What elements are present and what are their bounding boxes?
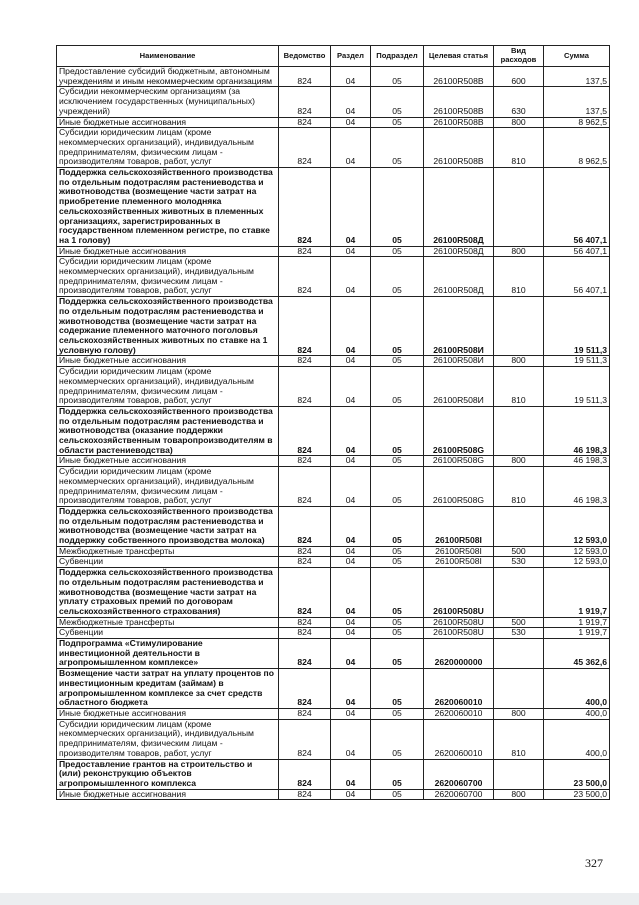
cell-razdel: 04 <box>331 719 371 759</box>
cell-celevaya-statya: 26100R508B <box>424 67 494 87</box>
cell-summa: 46 198,3 <box>544 406 610 456</box>
table-row <box>57 297 610 356</box>
table-row <box>57 67 610 87</box>
cell-name: Поддержка сельскохозяйственного производства по отдельным подотраслям растениеводства и животноводства (возмещение части затрат на содержание племенного маточного поголовья сельскохозяйственных животных по ставке на 1 условную голову) <box>57 297 279 356</box>
cell-summa: 137,5 <box>544 67 610 87</box>
header-vedomstvo: Ведомство <box>279 46 331 67</box>
cell-celevaya-statya: 26100R508I <box>424 557 494 568</box>
cell-podrazdel: 05 <box>371 568 424 618</box>
cell-vedomstvo: 824 <box>279 406 331 456</box>
table-row <box>57 356 610 367</box>
cell-podrazdel: 05 <box>371 367 424 407</box>
cell-vid-rashodov: 800 <box>494 789 544 800</box>
cell-vedomstvo: 824 <box>279 168 331 247</box>
header-razdel: Раздел <box>331 46 371 67</box>
cell-vedomstvo: 824 <box>279 789 331 800</box>
header-summa: Сумма <box>544 46 610 67</box>
cell-vid-rashodov: 810 <box>494 367 544 407</box>
cell-celevaya-statya: 2620060010 <box>424 709 494 720</box>
cell-summa: 1 919,7 <box>544 628 610 639</box>
table-row <box>57 669 610 709</box>
cell-summa: 12 593,0 <box>544 557 610 568</box>
cell-name: Предоставление субсидий бюджетным, автономным учреждениям и иным некоммерческим организациям <box>57 67 279 87</box>
cell-vedomstvo: 824 <box>279 546 331 557</box>
cell-vid-rashodov <box>494 168 544 247</box>
cell-vid-rashodov: 500 <box>494 546 544 557</box>
cell-vedomstvo: 824 <box>279 759 331 789</box>
cell-name: Поддержка сельскохозяйственного производства по отдельным подотраслям растениеводства и животноводства (возмещение части затрат на приобретение племенного молодняка сельскохозяйственных животных в племенных организациях, зарегистрированных в государственном племенном регистре, по ставке на 1 голову) <box>57 168 279 247</box>
cell-vedomstvo: 824 <box>279 128 331 168</box>
cell-razdel: 04 <box>331 128 371 168</box>
cell-name: Иные бюджетные ассигнования <box>57 709 279 720</box>
cell-razdel: 04 <box>331 759 371 789</box>
cell-razdel: 04 <box>331 87 371 117</box>
cell-vedomstvo: 824 <box>279 628 331 639</box>
cell-celevaya-statya: 2620060700 <box>424 759 494 789</box>
cell-razdel: 04 <box>331 789 371 800</box>
cell-celevaya-statya: 26100R508И <box>424 367 494 407</box>
cell-summa: 1 919,7 <box>544 617 610 628</box>
cell-razdel: 04 <box>331 639 371 669</box>
table-row <box>57 87 610 117</box>
cell-razdel: 04 <box>331 617 371 628</box>
table-row <box>57 617 610 628</box>
cell-summa: 400,0 <box>544 719 610 759</box>
scan-bottom-band <box>0 893 639 905</box>
cell-razdel: 04 <box>331 297 371 356</box>
cell-summa: 56 407,1 <box>544 257 610 297</box>
cell-vid-rashodov: 600 <box>494 67 544 87</box>
cell-razdel: 04 <box>331 506 371 546</box>
cell-celevaya-statya: 26100R508U <box>424 617 494 628</box>
cell-name: Поддержка сельскохозяйственного производства по отдельным подотраслям растениеводства и животноводства (оказание поддержки сельскохозяйственным товаропроизводителям в области растениеводства) <box>57 406 279 456</box>
cell-podrazdel: 05 <box>371 467 424 507</box>
cell-razdel: 04 <box>331 117 371 128</box>
cell-vedomstvo: 824 <box>279 367 331 407</box>
cell-podrazdel: 05 <box>371 557 424 568</box>
cell-summa: 8 962,5 <box>544 117 610 128</box>
cell-summa: 46 198,3 <box>544 467 610 507</box>
cell-summa: 56 407,1 <box>544 246 610 257</box>
table-row <box>57 506 610 546</box>
cell-celevaya-statya: 26100R508G <box>424 406 494 456</box>
cell-name: Иные бюджетные ассигнования <box>57 356 279 367</box>
cell-summa: 19 511,3 <box>544 367 610 407</box>
cell-name: Субсидии юридическим лицам (кроме некоммерческих организаций), индивидуальным предпринимателям, физическим лицам - производителям товаров, работ, услуг <box>57 128 279 168</box>
cell-celevaya-statya: 26100R508И <box>424 356 494 367</box>
cell-celevaya-statya: 26100R508Д <box>424 168 494 247</box>
cell-name: Субвенции <box>57 628 279 639</box>
cell-vedomstvo: 824 <box>279 456 331 467</box>
cell-razdel: 04 <box>331 257 371 297</box>
cell-vid-rashodov: 500 <box>494 617 544 628</box>
header-celevaya-statya: Целевая статья <box>424 46 494 67</box>
cell-summa: 56 407,1 <box>544 168 610 247</box>
cell-celevaya-statya: 26100R508B <box>424 117 494 128</box>
cell-podrazdel: 05 <box>371 709 424 720</box>
cell-name: Межбюджетные трансферты <box>57 546 279 557</box>
table-row <box>57 367 610 407</box>
cell-summa: 8 962,5 <box>544 128 610 168</box>
cell-razdel: 04 <box>331 356 371 367</box>
cell-celevaya-statya: 26100R508B <box>424 128 494 168</box>
cell-vedomstvo: 824 <box>279 709 331 720</box>
cell-podrazdel: 05 <box>371 506 424 546</box>
table-row <box>57 257 610 297</box>
budget-table-wrapper <box>56 45 609 800</box>
cell-podrazdel: 05 <box>371 128 424 168</box>
cell-name: Субсидии некоммерческим организациям (за исключением государственных (муниципальных) учреждений) <box>57 87 279 117</box>
cell-razdel: 04 <box>331 456 371 467</box>
table-row <box>57 759 610 789</box>
cell-vid-rashodov: 810 <box>494 467 544 507</box>
cell-summa: 19 511,3 <box>544 356 610 367</box>
cell-podrazdel: 05 <box>371 669 424 709</box>
cell-celevaya-statya: 2620000000 <box>424 639 494 669</box>
cell-name: Субсидии юридическим лицам (кроме некоммерческих организаций), индивидуальным предпринимателям, физическим лицам - производителям товаров, работ, услуг <box>57 467 279 507</box>
table-body <box>57 67 610 800</box>
cell-summa: 23 500,0 <box>544 759 610 789</box>
cell-vedomstvo: 824 <box>279 669 331 709</box>
cell-podrazdel: 05 <box>371 628 424 639</box>
table-row <box>57 639 610 669</box>
header-name: Наименование <box>57 46 279 67</box>
cell-summa: 137,5 <box>544 87 610 117</box>
cell-razdel: 04 <box>331 557 371 568</box>
table-row <box>57 246 610 257</box>
cell-summa: 1 919,7 <box>544 568 610 618</box>
cell-celevaya-statya: 26100R508Д <box>424 257 494 297</box>
cell-vid-rashodov <box>494 568 544 618</box>
cell-razdel: 04 <box>331 709 371 720</box>
cell-vid-rashodov: 800 <box>494 456 544 467</box>
cell-razdel: 04 <box>331 367 371 407</box>
cell-vid-rashodov <box>494 506 544 546</box>
cell-vedomstvo: 824 <box>279 506 331 546</box>
table-row <box>57 709 610 720</box>
cell-name: Подпрограмма «Стимулирование инвестиционной деятельности в агропромышленном комплексе» <box>57 639 279 669</box>
cell-vedomstvo: 824 <box>279 117 331 128</box>
cell-podrazdel: 05 <box>371 257 424 297</box>
cell-podrazdel: 05 <box>371 789 424 800</box>
cell-celevaya-statya: 26100R508G <box>424 467 494 507</box>
cell-name: Предоставление грантов на строительство и (или) реконструкцию объектов агропромышленного комплекса <box>57 759 279 789</box>
cell-name: Субсидии юридическим лицам (кроме некоммерческих организаций), индивидуальным предпринимателям, физическим лицам - производителям товаров, работ, услуг <box>57 367 279 407</box>
cell-vid-rashodov: 800 <box>494 246 544 257</box>
cell-podrazdel: 05 <box>371 168 424 247</box>
cell-vid-rashodov: 810 <box>494 128 544 168</box>
cell-vid-rashodov: 810 <box>494 719 544 759</box>
cell-vid-rashodov <box>494 406 544 456</box>
cell-summa: 19 511,3 <box>544 297 610 356</box>
cell-razdel: 04 <box>331 546 371 557</box>
cell-name: Иные бюджетные ассигнования <box>57 117 279 128</box>
cell-vedomstvo: 824 <box>279 67 331 87</box>
cell-vedomstvo: 824 <box>279 246 331 257</box>
cell-vedomstvo: 824 <box>279 557 331 568</box>
cell-podrazdel: 05 <box>371 759 424 789</box>
cell-razdel: 04 <box>331 246 371 257</box>
cell-vid-rashodov: 800 <box>494 709 544 720</box>
cell-celevaya-statya: 26100R508U <box>424 568 494 618</box>
cell-summa: 46 198,3 <box>544 456 610 467</box>
cell-name: Субсидии юридическим лицам (кроме некоммерческих организаций), индивидуальным предпринимателям, физическим лицам - производителям товаров, работ, услуг <box>57 719 279 759</box>
cell-razdel: 04 <box>331 406 371 456</box>
table-row <box>57 406 610 456</box>
cell-celevaya-statya: 26100R508И <box>424 297 494 356</box>
cell-vid-rashodov: 630 <box>494 87 544 117</box>
table-row <box>57 546 610 557</box>
cell-podrazdel: 05 <box>371 87 424 117</box>
cell-vedomstvo: 824 <box>279 568 331 618</box>
cell-name: Поддержка сельскохозяйственного производства по отдельным подотраслям растениеводства и животноводства (возмещение части затрат на поддержку собственного производства молока) <box>57 506 279 546</box>
cell-podrazdel: 05 <box>371 297 424 356</box>
table-row <box>57 456 610 467</box>
cell-celevaya-statya: 26100R508Д <box>424 246 494 257</box>
cell-podrazdel: 05 <box>371 617 424 628</box>
cell-name: Иные бюджетные ассигнования <box>57 246 279 257</box>
cell-vedomstvo: 824 <box>279 639 331 669</box>
cell-vid-rashodov <box>494 639 544 669</box>
cell-vid-rashodov: 530 <box>494 628 544 639</box>
cell-vid-rashodov <box>494 759 544 789</box>
cell-name: Иные бюджетные ассигнования <box>57 789 279 800</box>
cell-name: Субвенции <box>57 557 279 568</box>
cell-podrazdel: 05 <box>371 67 424 87</box>
cell-summa: 12 593,0 <box>544 506 610 546</box>
cell-vedomstvo: 824 <box>279 356 331 367</box>
cell-vid-rashodov: 800 <box>494 117 544 128</box>
cell-name: Возмещение части затрат на уплату процентов по инвестиционным кредитам (займам) в агропромышленном комплексе за счет средств областного бюджета <box>57 669 279 709</box>
cell-vid-rashodov: 530 <box>494 557 544 568</box>
cell-name: Субсидии юридическим лицам (кроме некоммерческих организаций), индивидуальным предпринимателям, физическим лицам - производителям товаров, работ, услуг <box>57 257 279 297</box>
cell-razdel: 04 <box>331 628 371 639</box>
cell-podrazdel: 05 <box>371 719 424 759</box>
header-vid-rashodov: Вид расходов <box>494 46 544 67</box>
cell-summa: 400,0 <box>544 709 610 720</box>
table-row <box>57 467 610 507</box>
cell-summa: 12 593,0 <box>544 546 610 557</box>
table-row <box>57 128 610 168</box>
table-header-row <box>57 46 610 67</box>
cell-vedomstvo: 824 <box>279 257 331 297</box>
budget-table <box>56 45 610 800</box>
cell-celevaya-statya: 26100R508G <box>424 456 494 467</box>
table-row <box>57 628 610 639</box>
table-row <box>57 117 610 128</box>
cell-name: Иные бюджетные ассигнования <box>57 456 279 467</box>
cell-vedomstvo: 824 <box>279 87 331 117</box>
cell-podrazdel: 05 <box>371 456 424 467</box>
cell-razdel: 04 <box>331 168 371 247</box>
cell-razdel: 04 <box>331 467 371 507</box>
cell-podrazdel: 05 <box>371 546 424 557</box>
cell-podrazdel: 05 <box>371 356 424 367</box>
cell-celevaya-statya: 26100R508I <box>424 506 494 546</box>
cell-name: Межбюджетные трансферты <box>57 617 279 628</box>
cell-celevaya-statya: 2620060010 <box>424 669 494 709</box>
cell-podrazdel: 05 <box>371 639 424 669</box>
cell-vid-rashodov <box>494 669 544 709</box>
cell-summa: 45 362,6 <box>544 639 610 669</box>
cell-vid-rashodov <box>494 297 544 356</box>
cell-summa: 23 500,0 <box>544 789 610 800</box>
cell-vid-rashodov: 800 <box>494 356 544 367</box>
cell-celevaya-statya: 26100R508B <box>424 87 494 117</box>
cell-vedomstvo: 824 <box>279 617 331 628</box>
cell-celevaya-statya: 26100R508U <box>424 628 494 639</box>
cell-name: Поддержка сельскохозяйственного производства по отдельным подотраслям растениеводства и животноводства (возмещение части затрат на уплату страховых премий по договорам сельскохозяйственного страхования) <box>57 568 279 618</box>
cell-celevaya-statya: 26100R508I <box>424 546 494 557</box>
page-number: 327 <box>585 856 603 870</box>
cell-razdel: 04 <box>331 568 371 618</box>
cell-podrazdel: 05 <box>371 406 424 456</box>
cell-podrazdel: 05 <box>371 117 424 128</box>
cell-celevaya-statya: 2620060700 <box>424 789 494 800</box>
cell-vedomstvo: 824 <box>279 467 331 507</box>
cell-celevaya-statya: 2620060010 <box>424 719 494 759</box>
table-row <box>57 719 610 759</box>
table-row <box>57 789 610 800</box>
header-podrazdel: Подраздел <box>371 46 424 67</box>
cell-razdel: 04 <box>331 67 371 87</box>
cell-razdel: 04 <box>331 669 371 709</box>
cell-summa: 400,0 <box>544 669 610 709</box>
cell-vedomstvo: 824 <box>279 297 331 356</box>
table-row <box>57 568 610 618</box>
cell-podrazdel: 05 <box>371 246 424 257</box>
table-row <box>57 168 610 247</box>
table-row <box>57 557 610 568</box>
cell-vid-rashodov: 810 <box>494 257 544 297</box>
cell-vedomstvo: 824 <box>279 719 331 759</box>
